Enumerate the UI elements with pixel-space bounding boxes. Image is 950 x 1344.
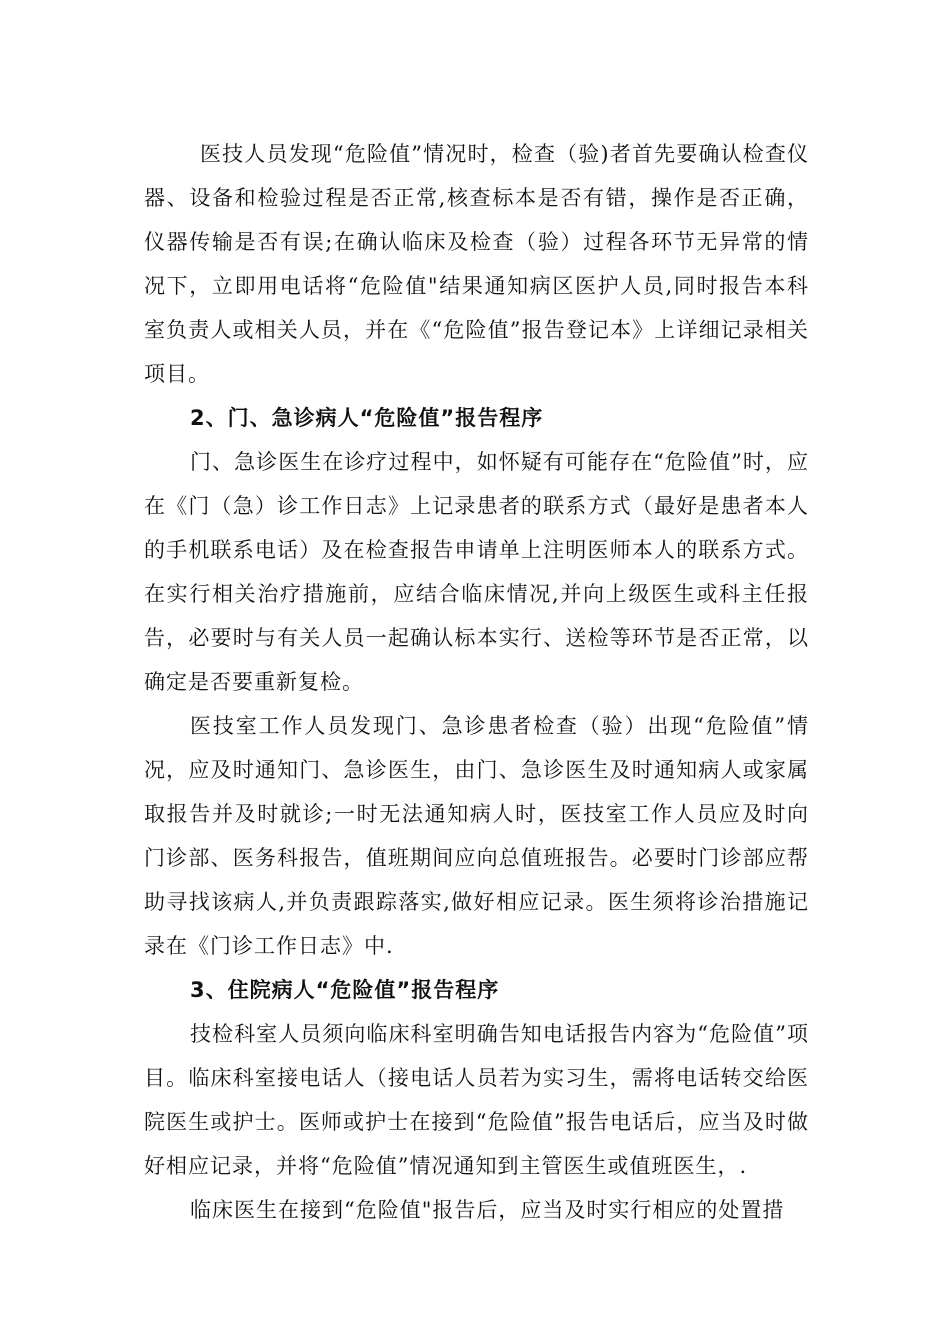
paragraph-clinical-doctor-response: 临床医生在接到“危险值"报告后，应当及时实行相应的处置措: [190, 1198, 785, 1222]
paragraph-inpatient-notification: 技检科室人员须向临床科室明确告知电话报告内容为“危险值”项目。临床科室接电话人（接电话人员若为实习生，需将电话转交给医院医生或护士。医师或护士在接到“危险值”报告电话后，应当及时做好相应记录，并将“危险值”情况通知到主管医生或值班医生，.: [144, 1022, 809, 1178]
heading-inpatient-procedure: 3、住院病人“危险值”报告程序: [190, 978, 500, 1002]
paragraph-medtech-staff-duties: 医技室工作人员发现门、急诊患者检查（验）出现“危险值”情况，应及时通知门、急诊医生，由门、急诊医生及时通知病人或家属取报告并及时就诊;一时无法通知病人时，医技室工作人员应及时向门诊部、医务科报告，值班期间应向总值班报告。必要时门诊部应帮助寻找该病人,并负责跟踪落实,做好相应记录。医生须将诊治措施记录在《门诊工作日志》中.: [144, 714, 809, 958]
paragraph-outpatient-doctor-duties: 门、急诊医生在诊疗过程中，如怀疑有可能存在“危险值”时，应在《门（急）诊工作日志》上记录患者的联系方式（最好是患者本人的手机联系电话）及在检查报告申请单上注明医师本人的联系方式。在实行相关治疗措施前，应结合临床情况,并向上级医生或科主任报告，必要时与有关人员一起确认标本实行、送检等环节是否正常，以确定是否要重新复检。: [144, 450, 809, 694]
heading-outpatient-emergency-procedure: 2、门、急诊病人“危险值”报告程序: [190, 406, 544, 430]
paragraph-critical-value-verification: 医技人员发现“危险值”情况时，检查（验)者首先要确认检查仪器、设备和检验过程是否正常,核查标本是否有错，操作是否正确，仪器传输是否有误;在确认临床及检查（验）过程各环节无异常的情况下，立即用电话将“危险值"结果通知病区医护人员,同时报告本科室负责人或相关人员，并在《“危险值”报告登记本》上详细记录相关项目。: [144, 142, 809, 386]
document-body: [144, 132, 809, 1232]
